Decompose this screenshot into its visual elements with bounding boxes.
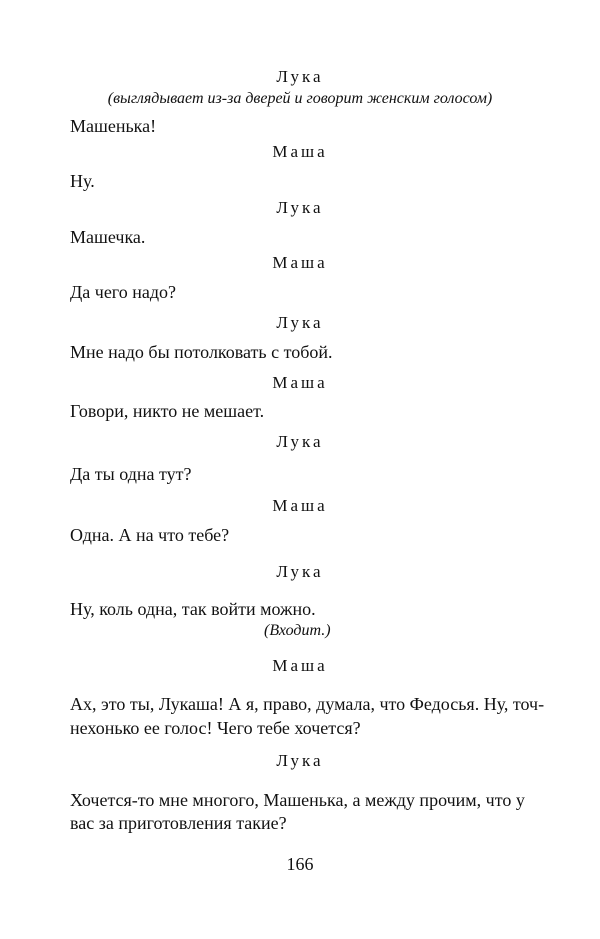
speech-line: Машечка. xyxy=(70,227,146,247)
speaker-name: Лука xyxy=(276,198,324,217)
speaker-name: Маша xyxy=(272,656,328,675)
speaker-name: Лука xyxy=(276,432,324,451)
page-number: 166 xyxy=(286,854,314,874)
speech-line: вас за приготовления такие? xyxy=(70,813,287,833)
speech-line: Хочется-то мне многого, Машенька, а между прочим, что у xyxy=(70,790,525,810)
speaker-name: Маша xyxy=(272,496,328,515)
speech-line: Говори, никто не мешает. xyxy=(70,401,265,421)
stage-direction: (выглядывает из-за дверей и говорит женским голосом) xyxy=(107,90,493,107)
speech-line: Да ты одна тут? xyxy=(70,464,192,484)
speech-line: Одна. А на что тебе? xyxy=(70,525,230,545)
speech-line: Ну, коль одна, так войти можно. xyxy=(70,599,316,619)
speaker-name: Маша xyxy=(272,373,328,392)
speaker-name: Лука xyxy=(276,67,324,86)
speech-line: Мне надо бы потолковать с тобой. xyxy=(70,342,333,362)
speech-line: Машенька! xyxy=(70,116,157,136)
speech-line: Да чего надо? xyxy=(70,282,177,302)
speaker-name: Маша xyxy=(272,253,328,272)
speaker-name: Лука xyxy=(276,313,324,332)
speaker-name: Маша xyxy=(272,142,328,161)
speech-line: Ну. xyxy=(70,171,95,191)
speaker-name: Лука xyxy=(276,751,324,770)
stage-direction: (Входит.) xyxy=(264,622,331,639)
speaker-name: Лука xyxy=(276,562,324,581)
speech-line: Ах, это ты, Лукаша! А я, право, думала, что Федосья. Ну, точ- xyxy=(70,694,545,714)
speech-line: нехонько ее голос! Чего тебе хочется? xyxy=(70,718,361,738)
